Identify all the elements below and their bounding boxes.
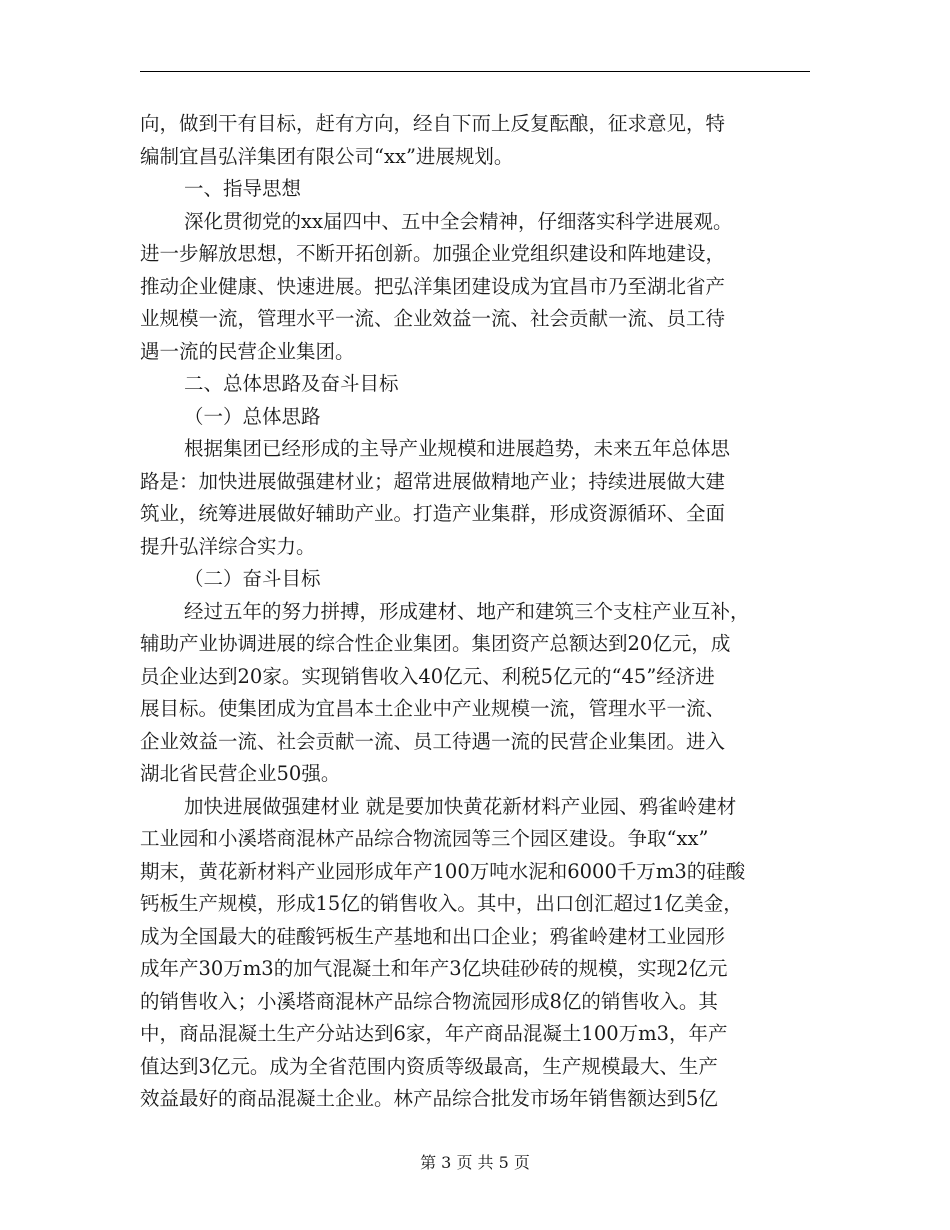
text-line: 展目标。使集团成为宜昌本土企业中产业规模一流，管理水平一流、 bbox=[140, 697, 726, 720]
header-rule bbox=[140, 71, 810, 72]
section-heading: 一、指导思想 bbox=[184, 177, 302, 200]
text-line: 工业园和小溪塔商混林产品综合物流园等三个园区建设。争取“xx” bbox=[140, 827, 709, 850]
page-number: 第 3 页 共 5 页 bbox=[420, 1153, 530, 1172]
text-line: 向，做到干有目标，赶有方向，经自下而上反复酝酿，征求意见，特 bbox=[140, 112, 726, 135]
text-line: 值达到3亿元。成为全省范围内资质等级最高，生产规模最大、生产 bbox=[140, 1054, 718, 1078]
text-line: 提升弘洋综合实力。 bbox=[140, 534, 316, 558]
text-line: 成年产30万m3的加气混凝土和年产3亿块硅砂砖的规模，实现2亿元 bbox=[140, 957, 728, 980]
text-line: 根据集团已经形成的主导产业规模和进展趋势，未来五年总体思 bbox=[184, 437, 731, 460]
section-heading: 二、总体思路及奋斗目标 bbox=[184, 372, 399, 395]
text-line: 进一步解放思想，不断开拓创新。加强企业党组织建设和阵地建设， bbox=[140, 242, 726, 265]
text-line: 业规模一流，管理水平一流、企业效益一流、社会贡献一流、员工待 bbox=[140, 307, 726, 330]
text-line: 经过五年的努力拼搏，形成建材、地产和建筑三个支柱产业互补， bbox=[184, 599, 750, 623]
text-line: 的销售收入；小溪塔商混林产品综合物流园形成8亿的销售收入。其 bbox=[140, 989, 718, 1013]
text-line: 企业效益一流、社会贡献一流、员工待遇一流的民营企业集团。进入 bbox=[140, 729, 726, 753]
text-line: 遇一流的民营企业集团。 bbox=[140, 339, 355, 363]
text-line: 成为全国最大的硅酸钙板生产基地和出口企业；鸦雀岭建材工业园形 bbox=[140, 924, 726, 948]
text-line: 深化贯彻党的xx届四中、五中全会精神，仔细落实科学进展观。 bbox=[184, 209, 733, 233]
text-line: 中，商品混凝土生产分站达到6家，年产商品混凝土100万m3，年产 bbox=[140, 1022, 728, 1045]
text-line: 钙板生产规模，形成15亿的销售收入。其中，出口创汇超过1亿美金， bbox=[140, 892, 743, 915]
subsection-heading: （一）总体思路 bbox=[184, 404, 321, 428]
text-line: 编制宜昌弘洋集团有限公司“xx”进展规划。 bbox=[140, 144, 514, 168]
text-line: 效益最好的商品混凝土企业。林产品综合批发市场年销售额达到5亿 bbox=[140, 1087, 718, 1110]
text-line: 筑业，统筹进展做好辅助产业。打造产业集群，形成资源循环、全面 bbox=[140, 502, 726, 525]
subsection-heading: （二）奋斗目标 bbox=[184, 567, 321, 590]
text-line: 路是：加快进展做强建材业；超常进展做精地产业；持续进展做大建 bbox=[140, 469, 726, 493]
text-line: 辅助产业协调进展的综合性企业集团。集团资产总额达到20亿元，成 bbox=[140, 632, 731, 655]
text-line: 推动企业健康、快速进展。把弘洋集团建设成为宜昌市乃至湖北省产 bbox=[140, 274, 726, 298]
text-line: 期末，黄花新材料产业园形成年产100万吨水泥和6000千万m3的硅酸 bbox=[140, 859, 746, 883]
text-line: 湖北省民营企业50强。 bbox=[140, 762, 341, 785]
text-line: 员企业达到20家。实现销售收入40亿元、利税5亿元的“45”经济进 bbox=[140, 664, 715, 688]
text-line: 加快进展做强建材业 就是要加快黄花新材料产业园、鸦雀岭建材 bbox=[184, 794, 737, 818]
